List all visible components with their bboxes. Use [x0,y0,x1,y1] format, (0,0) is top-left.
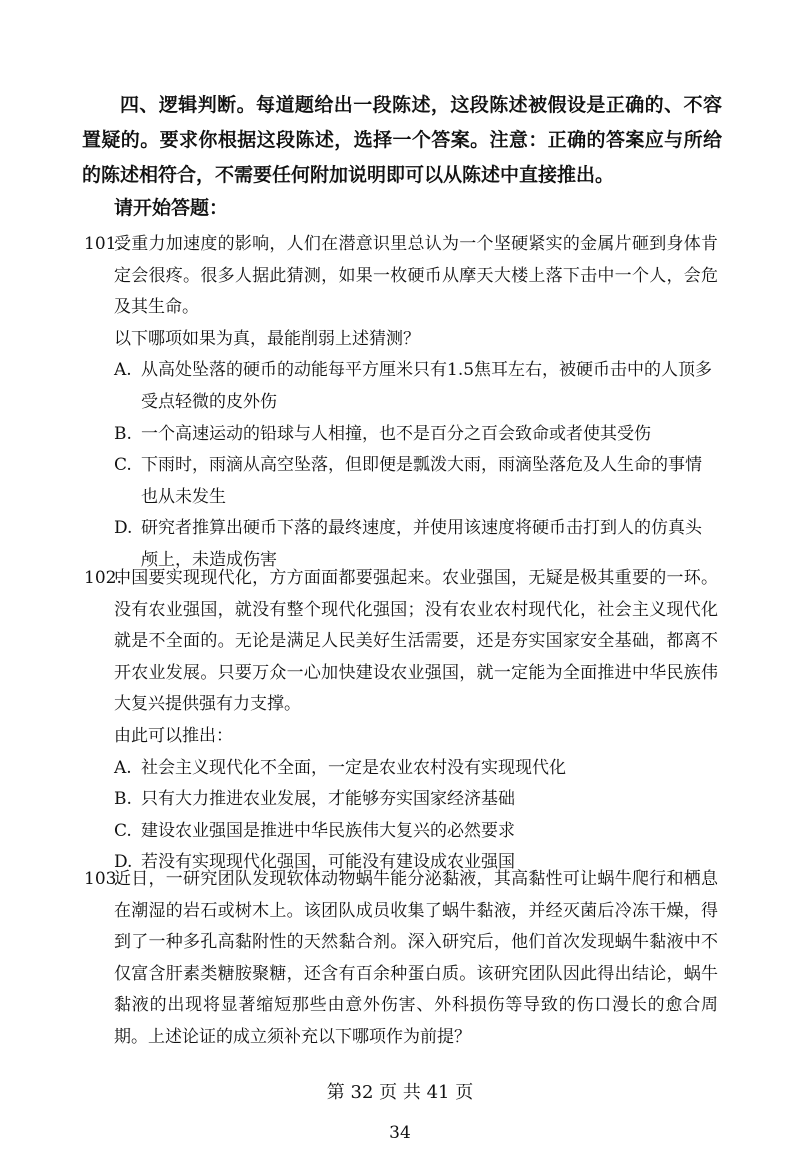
option-text: 研究者推算出硬币下落的最终速度，并使用该速度将硬币击打到人的仿真头颅上，未造成伤害 [141,518,702,570]
question-stem [84,229,718,324]
option-text: 一个高速运动的铅球与人相撞，也不是百分之百会致命或者使其受伤 [141,423,651,444]
question-number: 103. [84,869,122,889]
question-prompt: 以下哪项如果为真，最能削弱上述猜测？ [114,328,420,349]
option-text: 下雨时，雨滴从高空坠落，但即便是瓢泼大雨，雨滴坠落危及人生命的事情也从未发生 [141,455,702,507]
option-label: C. [114,820,132,841]
option-text: 社会主义现代化不全面，一定是农业农村没有实现现代化 [141,757,566,778]
question-101 [84,229,718,577]
section-instructions: 四、逻辑判断。每道题给出一段陈述，这段陈述被假设是正确的、不容置疑的。要求你根据这段陈述，选择一个答案。注意：正确的答案应与所给的陈述相符合，不需要任何附加说明即可以从陈述中直接推出。 [82,94,722,186]
question-stem [84,563,718,721]
question-number: 101. [84,234,122,254]
question-number: 102. [84,568,122,588]
option-b [84,784,718,816]
option-label: A. [114,360,132,381]
option-a [84,753,718,785]
start-prompt: 请开始答题： [114,197,229,219]
question-prompt: 由此可以推出： [114,725,233,746]
option-label: B. [114,789,132,810]
option-text: 建设农业强国是推进中华民族伟大复兴的必然要求 [141,820,515,841]
question-text: 近日，一研究团队发现软体动物蜗牛能分泌黏液，其高黏性可让蜗牛爬行和栖息在潮湿的岩石或树木上。该团队成员收集了蜗牛黏液，并经灭菌后冷冻干燥，得到了一种多孔高黏附性的天然黏合剂。深入研究后，他们首次发现蜗牛黏液中不仅富含肝素类糖胺聚糖，还含有百余种蛋白质。该研究团队因此得出结论，蜗牛黏液的出现将显著缩短那些由意外伤害、外科损伤等导致的伤口漫长的愈合周期。上述论证的成立须补充以下哪项作为前提？ [114,869,718,1047]
question-102 [84,563,718,879]
option-label: C. [114,455,132,476]
option-label: D. [114,518,133,539]
option-text: 从高处坠落的硬币的动能每平方厘米只有1.5焦耳左右，被硬币击中的人顶多受点轻微的皮外伤 [141,360,713,412]
question-text: 受重力加速度的影响，人们在潜意识里总认为一个坚硬紧实的金属片砸到身体肯定会很疼。很多人据此猜测，如果一枚硬币从摩天大楼上落下击中一个人，会危及其生命。 [114,234,718,318]
question-103 [84,864,718,1054]
option-a [84,355,718,418]
option-label: D. [114,852,133,873]
option-text: 若没有实现现代化强国，可能没有建设成农业强国 [141,852,515,873]
page-footer-label: 第 32 页 共 41 页 [326,1082,474,1103]
option-c [84,816,718,848]
option-label: A. [114,757,132,778]
page-number: 34 [389,1123,411,1143]
option-b [84,419,718,451]
option-label: B. [114,423,132,444]
option-text: 只有大力推进农业发展，才能够夯实国家经济基础 [141,789,515,810]
question-text: 中国要实现现代化，方方面面都要强起来。农业强国，无疑是极其重要的一环。没有农业强国，就没有整个现代化强国；没有农业农村现代化，社会主义现代化就是不全面的。无论是满足人民美好生活需要，还是夯实国家安全基础，都离不开农业发展。只要万众一心加快建设农业强国，就一定能为全面推进中华民族伟大复兴提供强有力支撑。 [114,568,718,715]
option-c [84,450,718,513]
question-stem [84,864,718,1054]
